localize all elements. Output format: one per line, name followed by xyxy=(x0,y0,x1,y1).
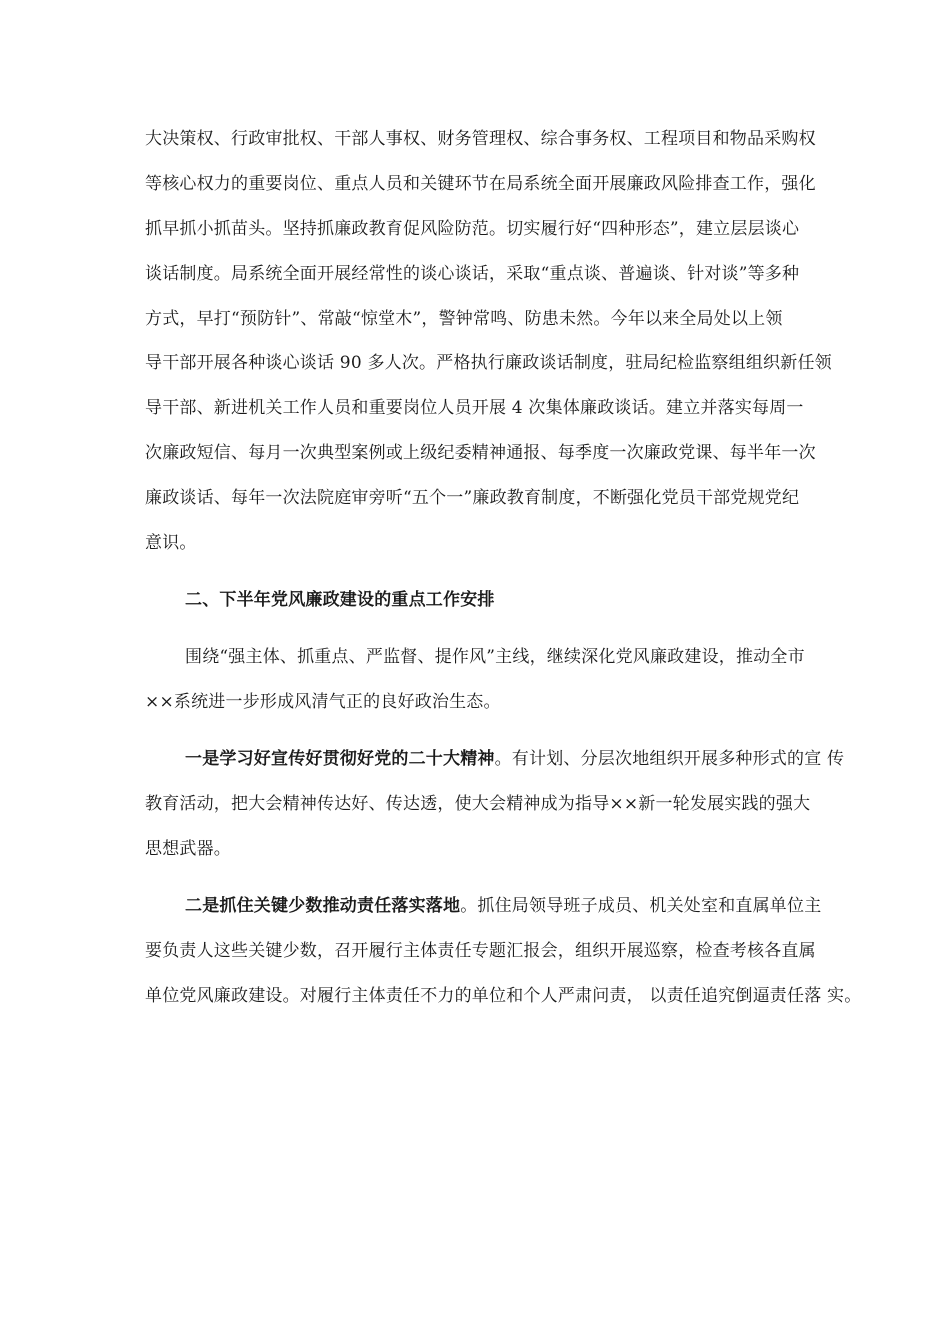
body-text-line: 导干部、新进机关工作人员和重要岗位人员开展 4 次集体廉政谈话。建立并落实每周一 xyxy=(145,398,804,418)
body-text-line: 谈话制度。局系统全面开展经常性的谈心谈话，采取“重点谈、普遍谈、针对谈”等多种 xyxy=(145,264,800,284)
item-first-line xyxy=(185,895,821,917)
body-text-line: 廉政谈话、每年一次法院庭审旁听“五个一”廉政教育制度，不断强化党员干部党规党纪 xyxy=(145,488,800,508)
section-heading: 二、下半年党风廉政建设的重点工作安排 xyxy=(185,590,495,610)
body-text-line: 次廉政短信、每月一次典型案例或上级纪委精神通报、每季度一次廉政党课、每半年一次 xyxy=(145,443,816,463)
item-first-line xyxy=(185,748,844,770)
body-text-line: 意识。 xyxy=(145,533,197,553)
body-text-line: 教育活动，把大会精神传达好、传达透，使大会精神成为指导××新一轮发展实践的强大 xyxy=(145,794,811,814)
body-text-line: 思想武器。 xyxy=(145,839,231,859)
body-text-line: 要负责人这些关键少数，召开履行主体责任专题汇报会，组织开展巡察，检查考核各直属 xyxy=(145,941,816,961)
body-text-line: 围绕“强主体、抓重点、严监督、提作风”主线，继续深化党风廉政建设，推动全市 xyxy=(185,647,805,667)
body-text-line: 抓早抓小抓苗头。坚持抓廉政教育促风险防范。切实履行好“四种形态”，建立层层谈心 xyxy=(145,219,800,239)
body-text-line: 等核心权力的重要岗位、重点人员和关键环节在局系统全面开展廉政风险排查工作，强化 xyxy=(145,174,816,194)
body-text-line: ××系统进一步形成风清气正的良好政治生态。 xyxy=(145,692,501,712)
body-text-line: 导干部开展各种谈心谈话 90 多人次。严格执行廉政谈话制度，驻局纪检监察组组织新任领 xyxy=(145,353,832,373)
item-lead-rest: 。有计划、分层次地组织开展多种形式的宣 传 xyxy=(494,749,845,769)
body-text-line: 大决策权、行政审批权、干部人事权、财务管理权、综合事务权、工程项目和物品采购权 xyxy=(145,129,816,149)
item-lead-bold: 二是抓住关键少数推动责任落实落地 xyxy=(185,896,461,916)
item-lead-bold: 一是学习好宣传好贯彻好党的二十大精神 xyxy=(185,749,495,769)
body-text-line: 单位党风廉政建设。对履行主体责任不力的单位和个人严肃问责， 以责任追究倒逼责任落 实。 xyxy=(145,986,862,1006)
body-text-line: 方式，早打“预防针”、常敲“惊堂木”，警钟常鸣、防患未然。今年以来全局处以上领 xyxy=(145,309,783,329)
item-lead-rest: 。抓住局领导班子成员、机关处室和直属单位主 xyxy=(460,896,822,916)
